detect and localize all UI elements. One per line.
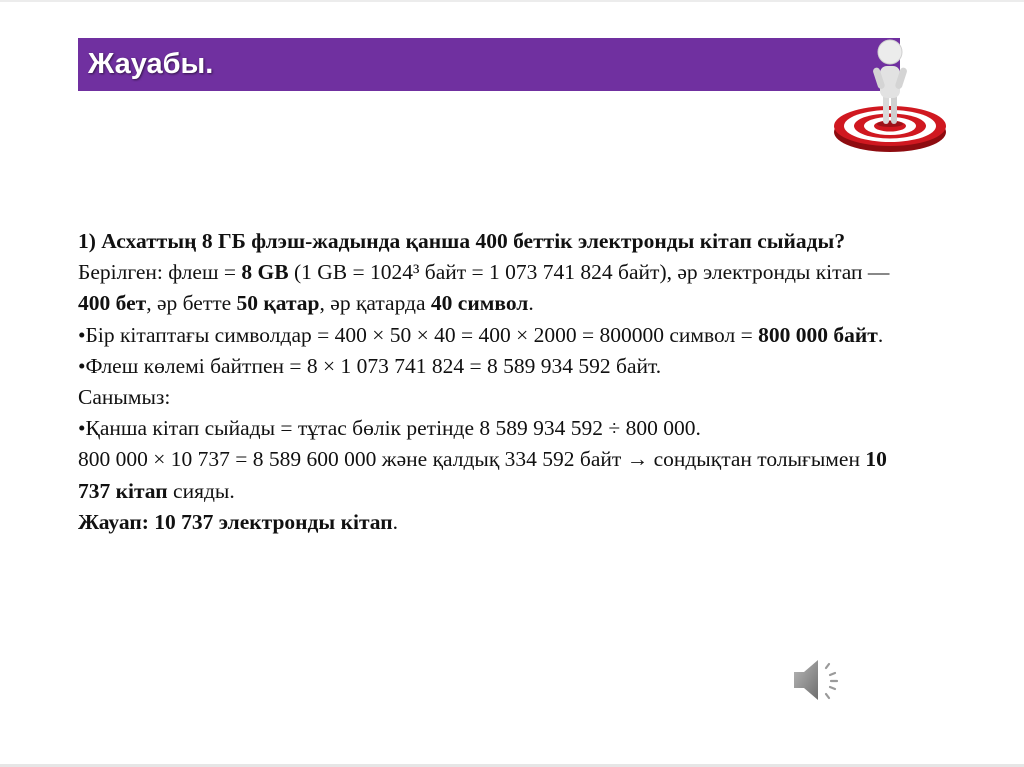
- slide-top-edge: [0, 0, 1024, 2]
- given-text: Берілген: флеш = 8 GB (1 GB = 1024³ байт = 1 073 741 824 байт), әр электронды кітап — 400 бет, әр бетте 50 қатар, әр қатарда 40 символ.: [78, 260, 890, 316]
- answer-body: [78, 226, 918, 538]
- count-label: Санымыз:: [78, 385, 171, 410]
- question-text: 1) Асхаттың 8 ГБ флэш-жадында қанша 400 беттік электронды кітап сыйады?: [78, 229, 846, 253]
- slide-title: Жауабы.: [88, 48, 214, 80]
- person-on-target-icon: [828, 28, 952, 154]
- bullet-books-fit: •Қанша кітап сыйады = тұтас бөлік ретінде 8 589 934 592 ÷ 800 000.: [78, 416, 701, 441]
- final-answer: Жауап: 10 737 электронды кітап.: [78, 509, 399, 534]
- speaker-icon[interactable]: [790, 654, 846, 706]
- calculation-text: 800 000 × 10 737 = 8 589 600 000 және қалдық 334 592 байт → сондықтан толығымен 10 737 кітап сияды.: [78, 447, 887, 503]
- bullet-flash-bytes: •Флеш көлемі байтпен = 8 × 1 073 741 824 = 8 589 934 592 байт.: [78, 353, 662, 378]
- bullet-symbols-per-book: •Бір кітаптағы символдар = 400 × 50 × 40 = 400 × 2000 = 800000 символ = 800 000 байт.: [78, 322, 884, 347]
- title-bar: [78, 38, 900, 91]
